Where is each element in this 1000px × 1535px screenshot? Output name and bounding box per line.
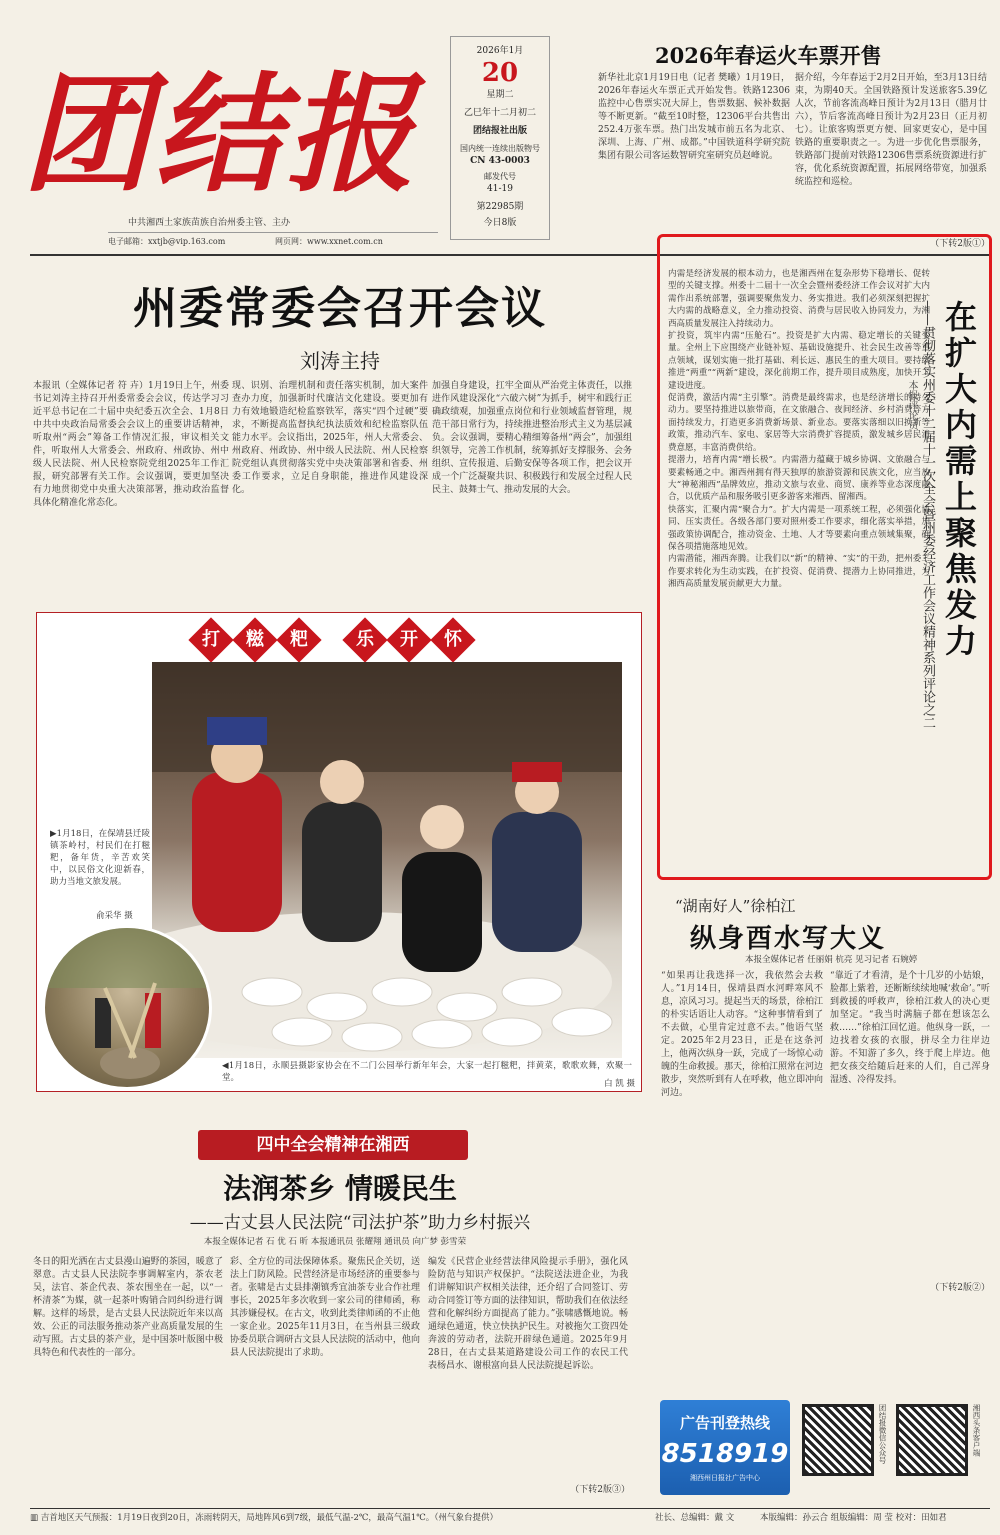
postal-code: 41-19 — [487, 184, 513, 194]
photo-caption-bottom: ◀1月18日，永顺县摄影家协会在不二门公园举行新年年会，大家一起打糍粑，拌黄菜，歌歌欢舞，欢聚一堂。 — [222, 1061, 632, 1083]
footer-duty: 本版编辑：孙云合 组版编辑：周 莹 校对：田如君 — [760, 1513, 947, 1523]
top-story-col2: 据介绍，今年春运于2月2日开始，至3月13日结束，为期40天。全国铁路预计发送旅客5.39亿人次，节前客流高峰日预计为2月13日（腊月廿六），节后客流高峰日预计为2月23日（正月初七）。让旅客购票更方便、回家更安心，是中国铁路的重要职责之一。为进一步优化售票服务，铁路部门提前对铁路12306售票系统资源进行扩容，优化系统资源配置，拓展网络带宽，加强系统监控和巡检。 — [795, 73, 987, 187]
masthead-email: 电子邮箱：xxtjb@vip.163.com — [108, 237, 226, 246]
haonanren-continued: （下转2版②） — [930, 1283, 990, 1293]
banner-character: 开 — [386, 617, 431, 662]
masthead-sponsor: 中共湘西土家族苗族自治州委主管、主办 — [128, 218, 291, 228]
commentary-paragraph: 内需潜能，湘西奔腾。让我们以“新”的精神、“实”的干劲，把州委工作要求转化为生动实践，在扩投资、促消费、提潜力上协同推进，为湘西高质量发展贡献更大力量。 — [668, 554, 930, 590]
plenum-continued: （下转2版③） — [570, 1485, 630, 1495]
commentary-paragraph: 提潜力，培育内需“增长极”。内需潜力蕴藏于城乡协调、文旅融合与要素畅通之中。湘西州拥有得天独厚的旅游资源和民族文化，应当放大“神秘湘西”品牌效应，推动文旅与农业、商贸、康养等业态深度融合，以优质产品和服务吸引更多游客来湘西、留湘西。 — [668, 455, 930, 503]
qr-label: 湘西头条客户端 — [972, 1404, 981, 1457]
footer-editor: 社长、总编辑：戴 文 — [655, 1513, 735, 1523]
masthead-website: 网页网：www.xxnet.com.cn — [275, 237, 383, 246]
plenum-subtitle: ——古丈县人民法院“司法护茶”助力乡村振兴 — [189, 1213, 531, 1233]
commentary-paragraph: 快落实，汇聚内需“聚合力”。扩大内需是一项系统工程，必须强化协同、压实责任。各级各部门要对照州委工作要求，细化落实举措，加强政策协调配合，推动资金、土地、人才等要素向重点领域集聚，确保各项措施落地见效。 — [668, 504, 930, 552]
qr-label: 团结报微信公众号 — [878, 1404, 887, 1464]
photo-credit-left: 俞采华 摄 — [96, 911, 133, 921]
commentary-paragraph: 促消费，激活内需“主引擎”。消费是最终需求，也是经济增长的持久动力。要坚持推进以旅带商，在文旅融合、夜间经济、乡村消费等方面持续发力，打造更多消费新场景、新业态。要落实落细以旧换新等政策，推动汽车、家电、家居等大宗消费扩容提质，激发城乡居民消费意愿，丰富消费供给。 — [668, 393, 930, 453]
main-photo-drawing — [152, 662, 622, 1058]
photo-banner — [195, 620, 485, 664]
plenum-col2: 彩、全方位的司法保障体系。聚焦民企关切，送法上门防风险。民营经济是市场经济的重要参与者。张啸是古丈县排潮镇秀宜油茶专业合作社理事长，2025年多次收到一家公司的律师函，称其涉嫌侵权。在古文，收到此类律师函的不止他一家企业。2025年11月3日，在当州县三级政协委员联合调研古文县人民法院的活动中，他向县人民法院提出了求助。 — [230, 1257, 420, 1358]
weekday: 星期二 — [486, 90, 514, 100]
date-box — [450, 36, 550, 240]
publisher: 团结报社出版 — [472, 126, 527, 136]
banner-character: 打 — [188, 617, 233, 662]
top-story-title: 2026年春运火车票开售 — [655, 43, 882, 68]
top-story-continued: （下转2版①） — [930, 239, 990, 249]
main-photo — [152, 662, 622, 1058]
photo-caption-left: ▶1月18日，在保靖县迁陵镇茶岭村，村民们在打糍粑，备年货，辛苦欢笑中，以民俗文化迎新春，助力当地文旅发展。 — [50, 829, 150, 887]
issue-number: 第22985期 — [476, 202, 524, 212]
ad-phone: 8518919 — [661, 1439, 789, 1469]
photo-credit-bottom: 白 凯 摄 — [604, 1079, 635, 1089]
plenum-title: 法润茶乡 情暖民生 — [223, 1172, 457, 1205]
top-story-col1: 新华社北京1月19日电（记者 樊曦）1月19日，2026年春运火车票正式开始发售。铁路12306监控中心售票实况大屏上，售票数据、候补数据等不断更新。“截至10时整，12306平台共售出252.4万张车票。热门出发城市前五名为北京、深圳、上海、广州、成都。”中国铁道科学研究院集团有限公司客运数智研究室研究员赵峰说。 — [598, 73, 790, 161]
date-day: 20 — [481, 58, 519, 88]
ad-hotline — [660, 1400, 790, 1495]
plenum-col1: 冬日的阳光洒在古丈县漫山遍野的茶园，暖意了翠意。古丈县人民法院李事调解室内，茶农老吴，法官、茶企代表、茶农围坐在一起，以“一杯清茶”为媒，就一起茶叶购销合同纠纷进行调解。这样的场景，是古丈县人民法院近年来以高效、公正的司法服务推动茶产业高质量发展的生动写照。古丈县的茶产业，是中国茶叶版图中极具特色和代表性的一部分。 — [33, 1257, 223, 1358]
haonanren-kicker: “湖南好人”徐柏江 — [675, 897, 796, 915]
haonanren-col2: “靠近了才看清，是个十几岁的小姑娘，脸都上紫着，还断断续续地喊‘救命’。”听到救援的呼救声，徐柏江救人的决心更加坚定。“我当时满脑子都在想该怎么救……”徐柏江回忆道。他纵身一跃，一边找着女孩的衣服，拼尽全力往岸边游。不知游了多久，终于爬上岸边。他把女孩交给随后赶来的人们，自己浑身湿透、冷得发抖。 — [830, 971, 990, 1085]
commentary-subtitle: ——贯彻落实州委十二届十一次全会暨州委经济工作会议精神系列评论之二 — [920, 300, 935, 729]
footer-weather: ▥ 吉首地区天气预报：1月19日夜到20日，冻雨转阴天，局地阵风6到7级，最低气温-2℃，最高气温1℃。（州气象台提供） — [30, 1513, 499, 1523]
qr-code[interactable] — [896, 1404, 968, 1476]
lead-col3: 加强自身建设，扛牢全面从严治党主体责任，以推进作风建设深化“六破六树”为抓手，树牢和践行正确政绩观，加强重点岗位和行业领域监督管理，规范干部日常行为，持续推进整治形式主义为基层减负。会议强调，要精心精细筹备州“两会”，加强组织领导，完善工作机制，统筹抓好支撑服务、会务组织、宣传报道、后勤安保等各项工作，把会议开成一个广泛凝聚共识、积极践行和发展全过程人民民主、鼓舞士气、推动发展的大会。 — [432, 381, 632, 495]
inset-photo-drawing — [45, 928, 212, 1090]
plenum-col3: 编发《民营企业经营法律风险提示手册》，强化风险防范与知识产权保护。“法院送法进企业，为我们讲解知识产权相关法律，还介绍了合同签订、劳动合同签订等方面的法律知识，帮助我们在依法经营和化解纠纷方面提高了能力。”张啸感慨地说。畅通绿色通道，快立快执护民生。对被拖欠工资四处奔波的劳动者，法院开辟绿色通道。2025年9月28日，在古丈县某道路建设公司工作的农民工代表杨昌水、谢根富向县人民法院提起诉讼。 — [428, 1257, 628, 1371]
banner-character: 粑 — [276, 617, 321, 662]
commentary-body — [668, 268, 930, 868]
masthead-rule — [108, 232, 438, 233]
commentary-byline: 本报评论员 — [906, 380, 917, 430]
cn-label: 国内统一连续出版物号 — [460, 144, 540, 153]
lunar-date: 乙巳年十二月初二 — [463, 108, 536, 118]
footer-rule — [30, 1508, 990, 1509]
commentary-title: 在扩大内需上聚焦发力 — [940, 300, 978, 660]
haonanren-title: 纵身酉水写大义 — [690, 924, 887, 954]
masthead-logo: 团结报 — [22, 60, 419, 210]
plenum-banner: 四中全会精神在湘西 — [198, 1130, 468, 1160]
haonanren-byline: 本报全媒体记者 任丽娟 杭亮 见习记者 石婉婷 — [745, 955, 918, 965]
haonanren-col1: “如果再让我选择一次，我依然会去救人。”1月14日，保靖县酉水河畔寒风不息，凉风习习。提起当天的场景，徐柏江的朴实话语让人动容。“这种事情看到了不去做，心里肯定过意不去。”他语气坚定。2025年2月23日，正是在这条河上，他两次纵身一跃，完成了一场惊心动魄的生命救援。那天，徐柏江照常在河边散步，突然听到有人在呼救，他立即冲向河边。 — [661, 971, 823, 1098]
inset-photo — [42, 925, 212, 1090]
plenum-byline: 本报全媒体记者 石 优 石 昕 本报通讯员 张耀翔 通讯员 向广梦 彭雪荣 — [203, 1237, 467, 1247]
cn-number: CN 43-0003 — [470, 156, 530, 166]
banner-character: 怀 — [430, 617, 475, 662]
qr-code[interactable] — [802, 1404, 874, 1476]
commentary-paragraph: 内需是经济发展的根本动力，也是湘西州在复杂形势下稳增长、促转型的关键支撑。州委十二届十一次全会暨州委经济工作会议对扩大内需作出系统部署，强调要聚焦发力、务实推进。我们必须深刻把握扩大内需的战略意义，全力推动投资、消费与居民收入协同发力，为湘西高质量发展注入持续动力。 — [668, 269, 930, 329]
commentary-paragraph: 扩投资，筑牢内需“压舱石”。投资是扩大内需、稳定增长的关键变量。全州上下应围绕产业链补短、基础设施提升、社会民生改善等重点领域，谋划实施一批打基础、利长远、惠民生的重大项目。要持续推进“两重”“两新”建设，深化前期工作，提升项目成熟度，加快开工建设进度。 — [668, 331, 930, 391]
ad-note: 湘西州日报社广告中心 — [690, 1474, 760, 1482]
lead-col1: 本报讯（全媒体记者 符 卉）1月19日上午，州委书记刘涛主持召开州委常委会会议，传达学习习近平总书记在二十届中央纪委五次全会、1月8日中共中央政治局常委会会议上的重要讲话精神，听取州“两会”筹备工作情况汇报，审议相关文件，听取州人大常委会、州政府、州政协、州中级人民法院、州人民检察院党组2025年工作汇报，研究部署有关工作。会议强调，要更加坚决有力地贯彻党中央重大决策部署，推动政治监督具体化精准化常态化。 — [33, 381, 229, 508]
banner-character: 乐 — [342, 617, 387, 662]
lead-col2: 现、识别、治理机制和责任落实机制，加大案件查办力度，加强新时代廉洁文化建设。要更加有力有效地锻造纪检监察铁军，落实“四个过硬”要求，不断提高监督执纪执法质效和纪检监察队伍能力水平。会议指出，2025年，州人大常委会、州政府、州政协、州中级人民法院、州人民检察院党组认真贯彻落实党中央决策部署和省委、州委工作要求，立足自身职能，推进作风建设深化。 — [232, 381, 428, 495]
lead-title: 州委常委会召开会议 — [133, 283, 547, 334]
page-count: 今日8版 — [483, 218, 517, 228]
date-year-month: 2026年1月 — [476, 46, 524, 56]
postal-label: 邮发代号 — [484, 172, 516, 181]
ad-label: 广告刊登热线 — [679, 1414, 770, 1432]
lead-subtitle: 刘涛主持 — [300, 349, 380, 373]
banner-character: 糍 — [232, 617, 277, 662]
